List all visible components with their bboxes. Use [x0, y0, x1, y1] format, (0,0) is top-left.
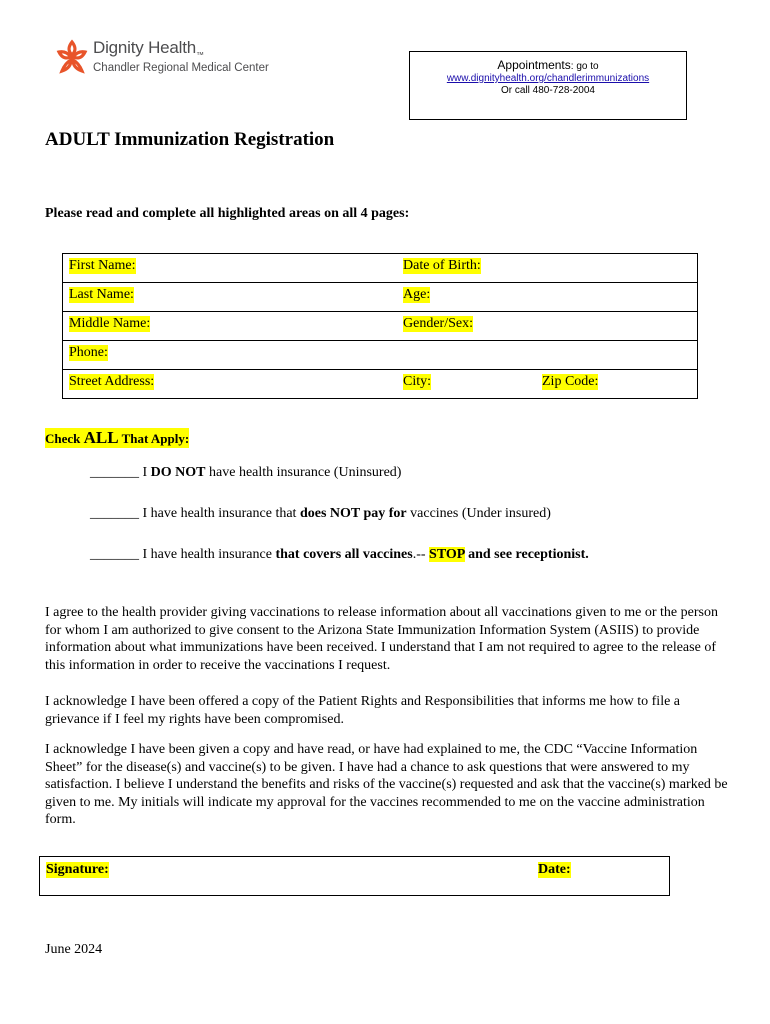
option-blank[interactable]: _______: [90, 506, 139, 521]
phone-field[interactable]: Phone:: [69, 345, 108, 360]
option-text: I have health insurance that: [139, 506, 300, 521]
option-text: vaccines (Under insured): [406, 506, 551, 521]
appointments-go-to: : go to: [570, 61, 599, 72]
appointments-url-link[interactable]: www.dignityhealth.org/chandlerimmunizations: [446, 73, 650, 84]
consent-paragraph-vis: I acknowledge I have been given a copy and have read, or have had explained to me, the CDC “Vaccine Information Sheet” for the disease(s) and vaccine(s) to be given. I have had a chance to ask questions that were answered to my satisfaction. I believe I understand the benefits and risks of the vaccine(s) requested and ask that the vaccine(s) marked be given to me. My initials will indicate my approval for the vaccines recommended to me on the vaccine administration form.: [45, 742, 728, 827]
stop-label: STOP: [429, 547, 465, 562]
middle-name-field[interactable]: Middle Name:: [69, 316, 151, 331]
logo-flower-icon: [55, 38, 89, 78]
option-emphasis: DO NOT: [150, 465, 206, 480]
date-of-birth-field[interactable]: Date of Birth:: [403, 258, 481, 273]
option-text: .--: [412, 547, 430, 562]
logo-trademark: ™: [196, 50, 204, 60]
table-row: [63, 312, 697, 341]
option-text: I: [139, 465, 151, 480]
option-uninsured[interactable]: [90, 465, 401, 481]
option-blank[interactable]: _______: [90, 465, 139, 480]
option-underinsured[interactable]: [90, 506, 551, 522]
patient-info-table: [62, 253, 698, 399]
age-field[interactable]: Age:: [403, 287, 431, 302]
table-row: [63, 341, 697, 370]
page-title: ADULT Immunization Registration: [45, 129, 335, 150]
appointments-label: Appointments: [497, 58, 571, 72]
first-name-field[interactable]: First Name:: [69, 258, 136, 273]
date-field[interactable]: Date:: [538, 862, 571, 877]
logo-name: Dignity Health: [93, 38, 197, 57]
last-name-field[interactable]: Last Name:: [69, 287, 134, 302]
signature-field[interactable]: Signature:: [46, 862, 109, 877]
footer-date: June 2024: [45, 942, 103, 957]
dignity-health-logo: [55, 38, 269, 80]
consent-paragraph-asiis: I agree to the health provider giving vaccinations to release information about all vaccinations given to me or the person for whom I am authorized to give consent to the Arizona State Immunization Information System (ASIIS) to provide information about what immunizations have been received. I understand that I am not required to agree to the release of this information in order to receive the vaccinations I request.: [45, 605, 718, 673]
zip-code-field[interactable]: Zip Code:: [542, 374, 599, 389]
check-prefix: Check: [45, 431, 84, 446]
check-all-word: ALL: [83, 428, 119, 447]
check-suffix: That Apply:: [118, 431, 190, 446]
instructions: Please read and complete all highlighted areas on all 4 pages:: [45, 206, 410, 221]
table-row: [63, 254, 697, 283]
street-address-field[interactable]: Street Address:: [69, 374, 155, 389]
table-row: [63, 370, 697, 398]
consent-paragraph-rights: I acknowledge I have been offered a copy of the Patient Rights and Responsibilities that informs me how to file a grievance if I feel my rights have been compromised.: [45, 694, 681, 727]
logo-subtitle: Chandler Regional Medical Center: [93, 62, 269, 74]
option-emphasis: that covers all vaccines: [275, 547, 413, 562]
option-text: have health insurance (Uninsured): [205, 465, 402, 480]
table-row: [63, 283, 697, 312]
appointments-box: [409, 51, 687, 120]
appointments-phone: Or call 480-728-2004: [501, 85, 595, 96]
option-insured[interactable]: [90, 547, 589, 563]
option-emphasis: and see receptionist.: [464, 547, 589, 562]
gender-field[interactable]: Gender/Sex:: [403, 316, 473, 331]
city-field[interactable]: City:: [403, 374, 432, 389]
option-blank[interactable]: _______: [90, 547, 139, 562]
check-all-heading: [45, 428, 189, 448]
option-text: I have health insurance: [139, 547, 276, 562]
signature-box: [39, 856, 670, 896]
option-emphasis: does NOT pay for: [299, 506, 407, 521]
